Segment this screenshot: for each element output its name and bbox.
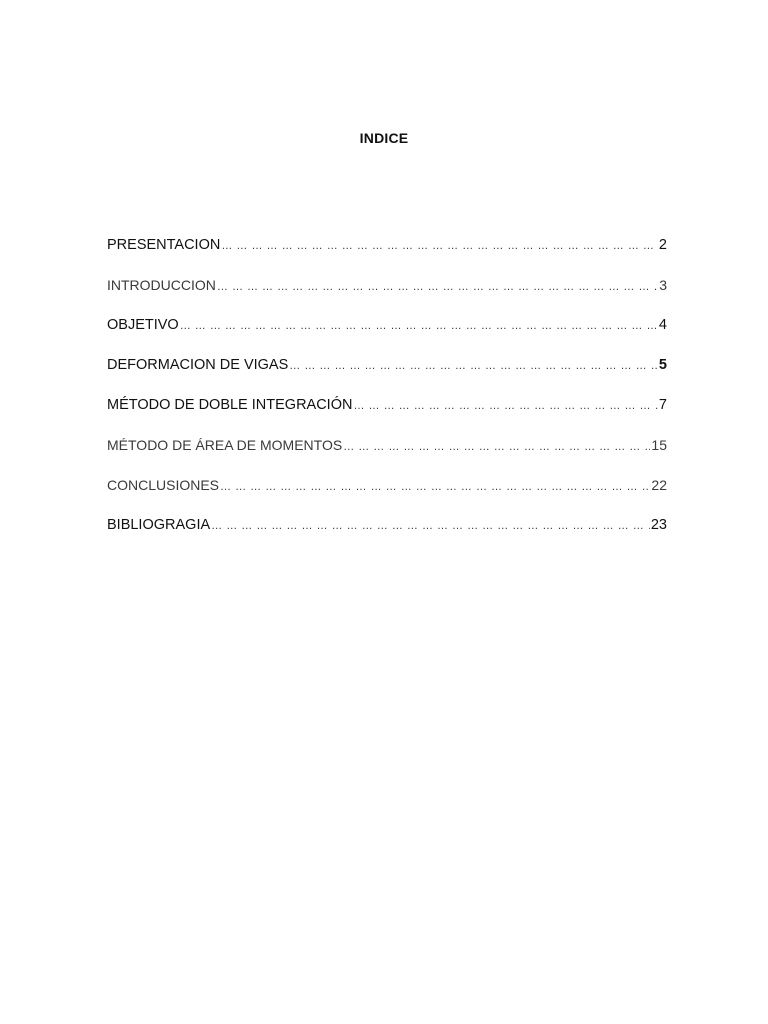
toc-leader-dots: [180, 315, 658, 337]
toc-entry-presentacion: [107, 234, 667, 274]
toc-entry-label: INTRODUCCION: [107, 277, 216, 293]
page-title: INDICE: [359, 130, 409, 146]
toc-leader-dots: [217, 276, 658, 298]
toc-entry-label: PRESENTACION: [107, 237, 221, 253]
toc-entry-metodo-area-momentos: [107, 434, 667, 474]
toc-leader-dots: [343, 436, 650, 458]
toc-entry-page: 4: [658, 317, 667, 333]
toc-entry-page: 2: [658, 237, 667, 253]
toc-entry-bibliogragia: [107, 514, 667, 554]
toc-leader-dots: [289, 355, 658, 377]
toc-entry-page: 7: [658, 397, 667, 413]
toc-entry-deformacion-de-vigas: [107, 354, 667, 394]
toc-entry-page: 5: [658, 357, 667, 373]
toc-entry-page: 15: [651, 437, 667, 453]
toc-entry-label: CONCLUSIONES: [107, 477, 220, 493]
toc-leader-dots: [211, 515, 650, 537]
toc-entry-label: MÉTODO DE ÁREA DE MOMENTOS: [107, 437, 343, 453]
toc-entry-metodo-doble-integracion: [107, 394, 667, 434]
toc-leader-dots: [221, 235, 658, 257]
toc-entry-conclusiones: [107, 474, 667, 514]
toc-entry-label: MÉTODO DE DOBLE INTEGRACIÓN: [107, 397, 353, 413]
toc-entry-page: 23: [650, 517, 667, 533]
toc-leader-dots: [353, 395, 657, 417]
toc-leader-dots: [220, 476, 650, 498]
toc-entry-label: OBJETIVO: [107, 317, 179, 333]
table-of-contents: [107, 234, 667, 554]
toc-entry-page: 22: [651, 477, 667, 493]
toc-entry-label: BIBLIOGRAGIA: [107, 517, 211, 533]
toc-entry-objetivo: [107, 314, 667, 354]
toc-entry-page: 3: [659, 277, 667, 293]
toc-entry-label: DEFORMACION DE VIGAS: [107, 357, 289, 373]
toc-entry-introduccion: [107, 274, 667, 314]
